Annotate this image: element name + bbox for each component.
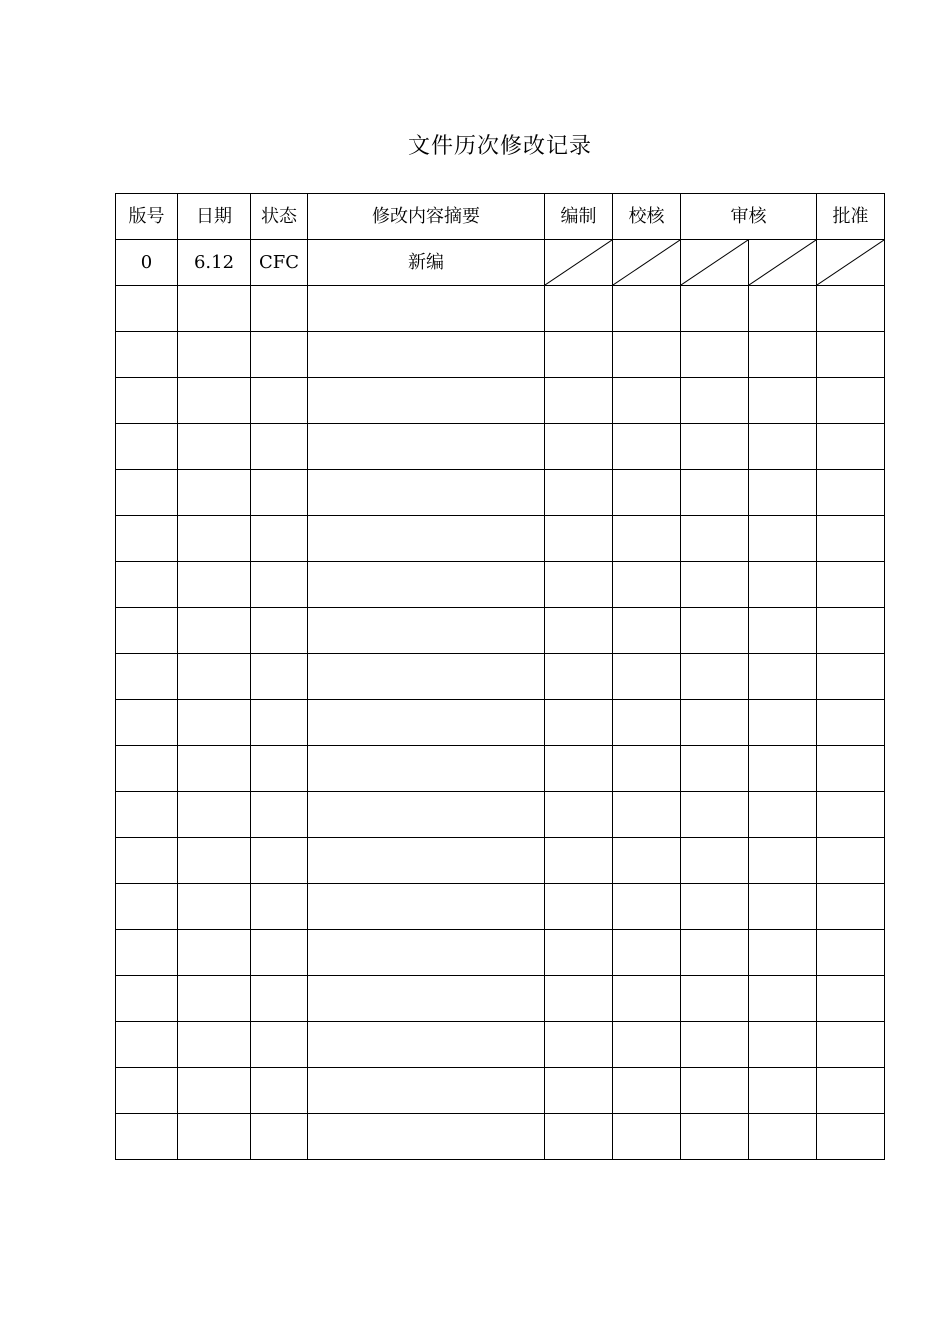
cell-review-1-blank [681,378,749,424]
diagonal-slash-icon [545,240,612,285]
cell-version-blank [116,838,178,884]
cell-summary-blank [308,1022,545,1068]
cell-compile-blank [545,470,613,516]
cell-review-1-blank [681,1022,749,1068]
cell-review-1-blank [681,1114,749,1160]
cell-proofread-blank [613,608,681,654]
cell-compile-blank [545,1114,613,1160]
cell-date-blank [178,516,251,562]
cell-version-blank [116,746,178,792]
cell-proofread-blank [613,976,681,1022]
cell-date-blank [178,562,251,608]
table-row [116,930,885,976]
cell-compile-blank [545,608,613,654]
cell-version-blank [116,332,178,378]
cell-approve-blank [817,792,885,838]
cell-proofread-blank [613,746,681,792]
cell-approve-blank [817,332,885,378]
cell-proofread-blank [613,470,681,516]
cell-proofread-blank [613,516,681,562]
cell-summary-blank [308,608,545,654]
cell-version-blank [116,976,178,1022]
cell-review-1-blank [681,792,749,838]
cell-summary-blank [308,1068,545,1114]
cell-review-1-blank [681,930,749,976]
cell-review-2-blank [749,286,817,332]
table-row [116,654,885,700]
cell-date-blank [178,746,251,792]
cell-compile-blank [545,976,613,1022]
cell-status-blank [251,608,308,654]
cell-approve-blank [817,838,885,884]
cell-compile-blank [545,562,613,608]
cell-version-blank [116,424,178,470]
table-row [116,700,885,746]
cell-compile-blank [545,516,613,562]
cell-version: 0 [116,240,178,286]
cell-status-blank [251,332,308,378]
header-approve: 批准 [817,194,885,240]
header-summary: 修改内容摘要 [308,194,545,240]
cell-review-2-blank [749,746,817,792]
cell-approve-blank [817,470,885,516]
cell-summary-blank [308,930,545,976]
cell-review-1-blank [681,976,749,1022]
cell-status-blank [251,1068,308,1114]
cell-date: 6.12 [178,240,251,286]
table-row [116,1022,885,1068]
cell-review-1-empty [681,240,749,286]
cell-date-blank [178,884,251,930]
cell-date-blank [178,332,251,378]
table-row [116,838,885,884]
header-version: 版号 [116,194,178,240]
table-row [116,1114,885,1160]
cell-version-blank [116,608,178,654]
cell-approve-blank [817,976,885,1022]
cell-summary-blank [308,1114,545,1160]
cell-status-blank [251,976,308,1022]
cell-date-blank [178,930,251,976]
cell-date-blank [178,792,251,838]
cell-proofread-blank [613,424,681,470]
cell-summary-blank [308,562,545,608]
cell-approve-blank [817,1068,885,1114]
cell-summary-blank [308,700,545,746]
cell-approve-blank [817,700,885,746]
cell-compile-blank [545,746,613,792]
cell-summary-blank [308,838,545,884]
cell-status-blank [251,470,308,516]
table-row [116,424,885,470]
table-row [116,332,885,378]
cell-compile-blank [545,792,613,838]
cell-status-blank [251,746,308,792]
cell-review-2-blank [749,516,817,562]
cell-proofread-blank [613,1022,681,1068]
table-row [116,286,885,332]
cell-review-2-blank [749,1114,817,1160]
cell-review-1-blank [681,1068,749,1114]
cell-version-blank [116,792,178,838]
cell-status-blank [251,1114,308,1160]
cell-proofread-blank [613,700,681,746]
cell-version-blank [116,516,178,562]
cell-date-blank [178,654,251,700]
cell-proofread-blank [613,286,681,332]
cell-status-blank [251,930,308,976]
header-compile: 编制 [545,194,613,240]
cell-approve-blank [817,746,885,792]
table-row [116,608,885,654]
cell-review-1-blank [681,332,749,378]
cell-summary: 新编 [308,240,545,286]
cell-review-2-blank [749,562,817,608]
cell-version-blank [116,286,178,332]
table-row [116,240,885,286]
cell-version-blank [116,1114,178,1160]
cell-compile-blank [545,700,613,746]
cell-review-1-blank [681,838,749,884]
cell-status-blank [251,654,308,700]
cell-approve-blank [817,608,885,654]
table-row [116,976,885,1022]
cell-review-2-blank [749,470,817,516]
cell-review-2-blank [749,792,817,838]
cell-version-blank [116,470,178,516]
cell-approve-empty [817,240,885,286]
cell-date-blank [178,286,251,332]
cell-summary-blank [308,976,545,1022]
cell-proofread-blank [613,378,681,424]
cell-status-blank [251,884,308,930]
header-date: 日期 [178,194,251,240]
cell-summary-blank [308,286,545,332]
table-body [116,194,885,1160]
cell-date-blank [178,378,251,424]
table-row [116,884,885,930]
cell-review-2-blank [749,332,817,378]
cell-version-blank [116,378,178,424]
cell-date-blank [178,1114,251,1160]
cell-proofread-blank [613,562,681,608]
cell-compile-blank [545,378,613,424]
cell-proofread-empty [613,240,681,286]
cell-approve-blank [817,654,885,700]
cell-date-blank [178,470,251,516]
cell-status-blank [251,378,308,424]
cell-review-1-blank [681,470,749,516]
cell-version-blank [116,562,178,608]
cell-status-blank [251,700,308,746]
cell-summary-blank [308,378,545,424]
cell-summary-blank [308,424,545,470]
cell-status: CFC [251,240,308,286]
cell-summary-blank [308,746,545,792]
cell-proofread-blank [613,654,681,700]
table-row [116,792,885,838]
cell-review-2-blank [749,700,817,746]
cell-summary-blank [308,332,545,378]
cell-review-1-blank [681,884,749,930]
cell-approve-blank [817,930,885,976]
cell-compile-blank [545,838,613,884]
cell-approve-blank [817,378,885,424]
cell-review-2-empty [749,240,817,286]
diagonal-slash-icon [817,240,884,285]
cell-approve-blank [817,1114,885,1160]
cell-summary-blank [308,884,545,930]
cell-date-blank [178,608,251,654]
header-row [116,194,885,240]
cell-review-2-blank [749,930,817,976]
diagonal-slash-icon [749,240,816,285]
cell-compile-blank [545,884,613,930]
cell-date-blank [178,976,251,1022]
cell-compile-blank [545,332,613,378]
header-proofread: 校核 [613,194,681,240]
cell-date-blank [178,424,251,470]
cell-compile-blank [545,286,613,332]
cell-review-2-blank [749,976,817,1022]
cell-status-blank [251,838,308,884]
cell-status-blank [251,424,308,470]
cell-review-2-blank [749,884,817,930]
cell-summary-blank [308,516,545,562]
cell-review-2-blank [749,378,817,424]
cell-version-blank [116,654,178,700]
cell-review-2-blank [749,654,817,700]
cell-status-blank [251,286,308,332]
cell-proofread-blank [613,930,681,976]
table-row [116,516,885,562]
cell-status-blank [251,792,308,838]
cell-approve-blank [817,884,885,930]
cell-version-blank [116,1022,178,1068]
diagonal-slash-icon [681,240,748,285]
cell-approve-blank [817,286,885,332]
cell-proofread-blank [613,1068,681,1114]
header-review: 审核 [681,194,817,240]
cell-review-2-blank [749,608,817,654]
cell-date-blank [178,700,251,746]
cell-compile-empty [545,240,613,286]
cell-date-blank [178,838,251,884]
cell-review-1-blank [681,746,749,792]
cell-version-blank [116,884,178,930]
cell-compile-blank [545,424,613,470]
revision-history-table [115,193,885,1160]
cell-review-1-blank [681,608,749,654]
cell-approve-blank [817,1022,885,1068]
cell-proofread-blank [613,838,681,884]
header-status: 状态 [251,194,308,240]
cell-date-blank [178,1022,251,1068]
cell-approve-blank [817,516,885,562]
cell-review-2-blank [749,838,817,884]
cell-proofread-blank [613,792,681,838]
table-row [116,562,885,608]
page-title: 文件历次修改记录 [407,134,592,159]
table-row [116,378,885,424]
cell-review-2-blank [749,1068,817,1114]
cell-summary-blank [308,654,545,700]
cell-status-blank [251,562,308,608]
cell-approve-blank [817,424,885,470]
cell-review-1-blank [681,286,749,332]
cell-version-blank [116,700,178,746]
cell-status-blank [251,1022,308,1068]
cell-summary-blank [308,470,545,516]
cell-date-blank [178,1068,251,1114]
cell-status-blank [251,516,308,562]
cell-proofread-blank [613,332,681,378]
cell-compile-blank [545,1068,613,1114]
cell-review-1-blank [681,516,749,562]
table-row [116,470,885,516]
cell-version-blank [116,1068,178,1114]
cell-review-1-blank [681,424,749,470]
cell-review-2-blank [749,1022,817,1068]
cell-proofread-blank [613,1114,681,1160]
cell-review-2-blank [749,424,817,470]
cell-approve-blank [817,562,885,608]
cell-review-1-blank [681,700,749,746]
cell-review-1-blank [681,562,749,608]
cell-proofread-blank [613,884,681,930]
cell-compile-blank [545,930,613,976]
diagonal-slash-icon [613,240,680,285]
cell-summary-blank [308,792,545,838]
table-row [116,746,885,792]
cell-compile-blank [545,654,613,700]
table-row [116,1068,885,1114]
cell-compile-blank [545,1022,613,1068]
cell-version-blank [116,930,178,976]
cell-review-1-blank [681,654,749,700]
